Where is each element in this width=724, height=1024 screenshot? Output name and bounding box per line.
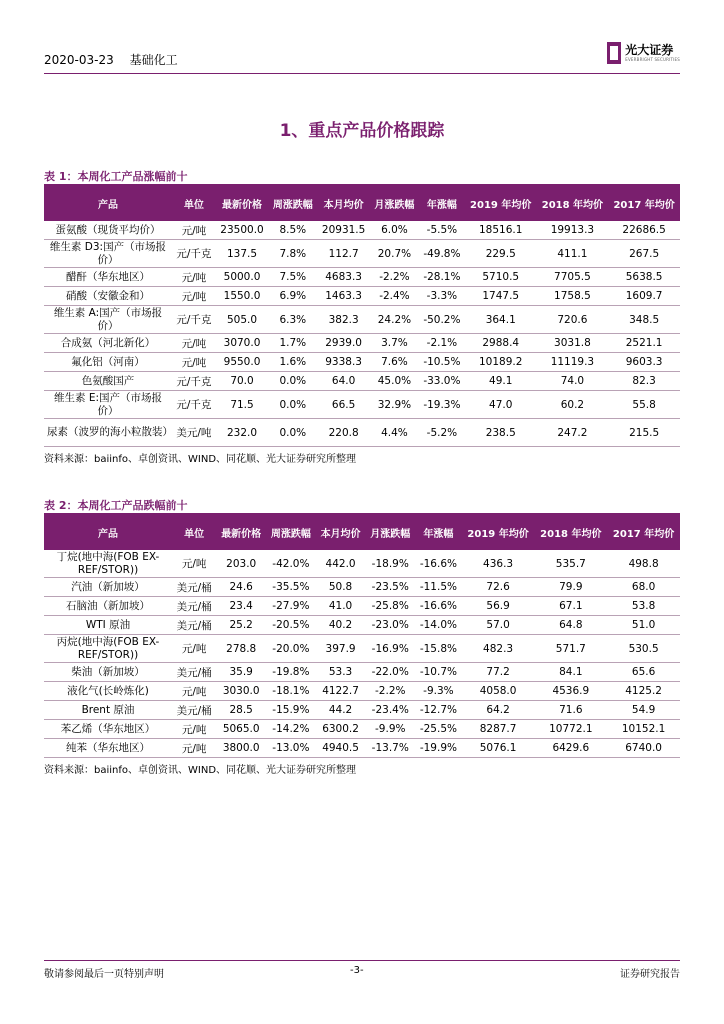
table-cell: 20931.5 <box>317 221 370 240</box>
footer-label: 证券研究报告 <box>620 969 680 980</box>
column-header: 月涨跌幅 <box>365 514 415 550</box>
product-name: 汽油（新加坡） <box>44 578 172 597</box>
product-name: Brent 原油 <box>44 701 172 720</box>
table-cell: 348.5 <box>608 306 680 334</box>
table-cell: -20.0% <box>266 635 316 663</box>
table-cell: -11.5% <box>415 578 462 597</box>
table-cell: -14.2% <box>266 720 316 739</box>
table-cell: -15.8% <box>415 635 462 663</box>
product-name: 硝酸（安徽金和） <box>44 287 172 306</box>
table-cell: -2.2% <box>365 682 415 701</box>
table-cell: -23.0% <box>365 616 415 635</box>
table-cell: -19.8% <box>266 663 316 682</box>
table-cell: 56.9 <box>462 597 535 616</box>
table-cell: 229.5 <box>465 240 537 268</box>
table-cell: 25.2 <box>216 616 266 635</box>
table-cell: 70.0 <box>216 372 269 391</box>
table-cell: -49.8% <box>419 240 465 268</box>
table-cell: 220.8 <box>317 419 370 447</box>
table-cell: -13.0% <box>266 739 316 758</box>
table-cell: 84.1 <box>534 663 607 682</box>
table-cell: 137.5 <box>216 240 269 268</box>
table-cell: 1.6% <box>268 353 317 372</box>
table-cell: 28.5 <box>216 701 266 720</box>
table-cell: -22.0% <box>365 663 415 682</box>
table-cell: 44.2 <box>316 701 366 720</box>
table-cell: 10772.1 <box>534 720 607 739</box>
table-cell: 7.8% <box>268 240 317 268</box>
table-cell: 6.9% <box>268 287 317 306</box>
table-cell: 53.3 <box>316 663 366 682</box>
column-header: 2019 年均价 <box>465 185 537 221</box>
table-cell: 74.0 <box>537 372 609 391</box>
table-row <box>44 353 680 372</box>
table-cell: -27.9% <box>266 597 316 616</box>
column-header: 产品 <box>44 185 172 221</box>
table-cell: 19913.3 <box>537 221 609 240</box>
table-cell: -18.1% <box>266 682 316 701</box>
table-cell: 4125.2 <box>607 682 680 701</box>
table-cell: 元/千克 <box>172 306 216 334</box>
table-cell: -3.3% <box>419 287 465 306</box>
table-cell: 530.5 <box>607 635 680 663</box>
product-name: 色氨酸国产 <box>44 372 172 391</box>
column-header: 本月均价 <box>316 514 366 550</box>
table-cell: 20.7% <box>370 240 419 268</box>
table-cell: 55.8 <box>608 391 680 419</box>
page-title: 1、重点产品价格跟踪 <box>279 121 445 141</box>
page-number: -3- <box>350 965 364 976</box>
product-name: 合成氨（河北新化） <box>44 334 172 353</box>
table-cell: 278.8 <box>216 635 266 663</box>
table-row <box>44 720 680 739</box>
product-name: 纯苯（华东地区） <box>44 739 172 758</box>
product-name: 柴油（新加坡） <box>44 663 172 682</box>
table-cell: 71.5 <box>216 391 269 419</box>
table-cell: 498.8 <box>607 550 680 578</box>
table-cell: 57.0 <box>462 616 535 635</box>
table-cell: 51.0 <box>607 616 680 635</box>
table-cell: 68.0 <box>607 578 680 597</box>
table-cell: 元/吨 <box>172 268 216 287</box>
table2-caption: 表 2：本周化工产品跌幅前十 <box>44 499 188 512</box>
table-cell: 1.7% <box>268 334 317 353</box>
table-cell: 267.5 <box>608 240 680 268</box>
table-cell: 3.7% <box>370 334 419 353</box>
table-cell: 71.6 <box>534 701 607 720</box>
product-name: WTI 原油 <box>44 616 172 635</box>
table-cell: 203.0 <box>216 550 266 578</box>
table-cell: -16.6% <box>415 597 462 616</box>
table-row <box>44 550 680 578</box>
table-cell: 2521.1 <box>608 334 680 353</box>
table-cell: 232.0 <box>216 419 269 447</box>
table-cell: 1747.5 <box>465 287 537 306</box>
table-cell: 364.1 <box>465 306 537 334</box>
brand-mark-icon <box>607 42 621 64</box>
table-cell: -25.5% <box>415 720 462 739</box>
table-cell: 5710.5 <box>465 268 537 287</box>
table-row <box>44 268 680 287</box>
table-cell: -18.9% <box>365 550 415 578</box>
table-cell: 美元/桶 <box>172 578 216 597</box>
table-header-row <box>44 514 680 550</box>
table1 <box>44 185 680 447</box>
table-cell: -2.4% <box>370 287 419 306</box>
table-cell: 9603.3 <box>608 353 680 372</box>
table-cell: 1758.5 <box>537 287 609 306</box>
table-cell: 1550.0 <box>216 287 269 306</box>
table-cell: 32.9% <box>370 391 419 419</box>
table2-source: 资料来源：baiinfo、卓创资讯、WIND、同花顺、光大证券研究所整理 <box>44 765 357 776</box>
product-name: 苯乙烯（华东地区） <box>44 720 172 739</box>
table-cell: 元/吨 <box>172 635 216 663</box>
brand-name: 光大证券 <box>625 43 674 57</box>
table-cell: 元/千克 <box>172 372 216 391</box>
table-cell: 72.6 <box>462 578 535 597</box>
table-cell: 7.6% <box>370 353 419 372</box>
table-cell: 元/吨 <box>172 739 216 758</box>
table-cell: 1609.7 <box>608 287 680 306</box>
table-cell: -16.9% <box>365 635 415 663</box>
table-cell: 24.6 <box>216 578 266 597</box>
column-header: 2018 年均价 <box>534 514 607 550</box>
table-cell: 18516.1 <box>465 221 537 240</box>
table-row <box>44 306 680 334</box>
table-cell: 436.3 <box>462 550 535 578</box>
table-cell: 3070.0 <box>216 334 269 353</box>
table-cell: 64.8 <box>534 616 607 635</box>
footer-disclaimer: 敬请参阅最后一页特别声明 <box>44 969 164 980</box>
table-row <box>44 221 680 240</box>
table-cell: 67.1 <box>534 597 607 616</box>
column-header: 周涨跌幅 <box>268 185 317 221</box>
table-cell: -28.1% <box>419 268 465 287</box>
table-cell: 11119.3 <box>537 353 609 372</box>
table-cell: 6740.0 <box>607 739 680 758</box>
table-cell: 8.5% <box>268 221 317 240</box>
table-cell: -2.2% <box>370 268 419 287</box>
table-cell: 美元/桶 <box>172 616 216 635</box>
table-cell: 60.2 <box>537 391 609 419</box>
table-cell: 7705.5 <box>537 268 609 287</box>
table-cell: 元/吨 <box>172 334 216 353</box>
column-header: 2017 年均价 <box>607 514 680 550</box>
product-name: 尿素（波罗的海小粒散装） <box>44 419 172 447</box>
table-cell: 1463.3 <box>317 287 370 306</box>
table-cell: -14.0% <box>415 616 462 635</box>
table-cell: 54.9 <box>607 701 680 720</box>
column-header: 最新价格 <box>216 514 266 550</box>
table-row <box>44 597 680 616</box>
product-name: 维生素 D3:国产（市场报价） <box>44 240 172 268</box>
table-cell: 53.8 <box>607 597 680 616</box>
table-cell: 0.0% <box>268 391 317 419</box>
table-cell: 45.0% <box>370 372 419 391</box>
table-cell: -10.5% <box>419 353 465 372</box>
table-cell: 9338.3 <box>317 353 370 372</box>
column-header: 年涨幅 <box>415 514 462 550</box>
table-cell: 元/千克 <box>172 391 216 419</box>
table-row <box>44 391 680 419</box>
table-cell: 5065.0 <box>216 720 266 739</box>
footer-divider <box>44 960 680 961</box>
table-cell: 3031.8 <box>537 334 609 353</box>
table-row <box>44 682 680 701</box>
table-cell: 442.0 <box>316 550 366 578</box>
table-row <box>44 240 680 268</box>
table-row <box>44 287 680 306</box>
table-cell: 元/吨 <box>172 550 216 578</box>
table-row <box>44 663 680 682</box>
report-header <box>44 51 190 68</box>
table-cell: -5.5% <box>419 221 465 240</box>
table-cell: -33.0% <box>419 372 465 391</box>
table-cell: 40.2 <box>316 616 366 635</box>
table-cell: 66.5 <box>317 391 370 419</box>
table-cell: 6429.6 <box>534 739 607 758</box>
table-cell: 571.7 <box>534 635 607 663</box>
table-cell: -50.2% <box>419 306 465 334</box>
table-cell: 720.6 <box>537 306 609 334</box>
column-header: 2018 年均价 <box>537 185 609 221</box>
table-cell: -10.7% <box>415 663 462 682</box>
brand-logo <box>607 42 680 64</box>
table-cell: 64.2 <box>462 701 535 720</box>
table-cell: 5000.0 <box>216 268 269 287</box>
table-cell: 美元/吨 <box>172 419 216 447</box>
table2 <box>44 514 680 758</box>
column-header: 2017 年均价 <box>608 185 680 221</box>
table-cell: 6.0% <box>370 221 419 240</box>
table-cell: -13.7% <box>365 739 415 758</box>
table-cell: 112.7 <box>317 240 370 268</box>
column-header: 产品 <box>44 514 172 550</box>
table-cell: 77.2 <box>462 663 535 682</box>
table-cell: 50.8 <box>316 578 366 597</box>
header-divider <box>44 73 680 74</box>
table-cell: 2988.4 <box>465 334 537 353</box>
table-row <box>44 578 680 597</box>
table-cell: 535.7 <box>534 550 607 578</box>
table-cell: 美元/桶 <box>172 701 216 720</box>
column-header: 2019 年均价 <box>462 514 535 550</box>
table-cell: 元/吨 <box>172 682 216 701</box>
table-row <box>44 701 680 720</box>
table-cell: 5638.5 <box>608 268 680 287</box>
table-row <box>44 616 680 635</box>
table-cell: -19.3% <box>419 391 465 419</box>
table-cell: 505.0 <box>216 306 269 334</box>
table-cell: 4058.0 <box>462 682 535 701</box>
table-cell: 美元/桶 <box>172 663 216 682</box>
table-cell: 35.9 <box>216 663 266 682</box>
table-cell: 49.1 <box>465 372 537 391</box>
table-cell: 79.9 <box>534 578 607 597</box>
table-cell: 41.0 <box>316 597 366 616</box>
table-cell: 82.3 <box>608 372 680 391</box>
table-cell: -23.4% <box>365 701 415 720</box>
table-cell: 24.2% <box>370 306 419 334</box>
column-header: 最新价格 <box>216 185 269 221</box>
column-header: 单位 <box>172 185 216 221</box>
table-cell: -16.6% <box>415 550 462 578</box>
product-name: 维生素 E:国产（市场报价） <box>44 391 172 419</box>
table-cell: 382.3 <box>317 306 370 334</box>
table-cell: 2939.0 <box>317 334 370 353</box>
table-row <box>44 372 680 391</box>
report-section: 基础化工 <box>129 53 178 67</box>
table-cell: 482.3 <box>462 635 535 663</box>
table1-source: 资料来源：baiinfo、卓创资讯、WIND、同花顺、光大证券研究所整理 <box>44 454 357 465</box>
table-cell: 6300.2 <box>316 720 366 739</box>
brand-name-en: EVERBRIGHT SECURITIES <box>625 57 680 62</box>
table-header-row <box>44 185 680 221</box>
table-cell: -19.9% <box>415 739 462 758</box>
table-cell: 9550.0 <box>216 353 269 372</box>
table-row <box>44 739 680 758</box>
table-cell: 397.9 <box>316 635 366 663</box>
table-cell: -20.5% <box>266 616 316 635</box>
column-header: 月涨跌幅 <box>370 185 419 221</box>
table-cell: 0.0% <box>268 419 317 447</box>
table-cell: 4.4% <box>370 419 419 447</box>
product-name: 丁烷(地中海(FOB EX-REF/STOR)) <box>44 550 172 578</box>
table-cell: 5076.1 <box>462 739 535 758</box>
table-cell: -42.0% <box>266 550 316 578</box>
table-cell: -23.5% <box>365 578 415 597</box>
product-name: 丙烷(地中海(FOB EX-REF/STOR)) <box>44 635 172 663</box>
table-cell: 美元/桶 <box>172 597 216 616</box>
product-name: 氟化铝（河南） <box>44 353 172 372</box>
table-cell: 247.2 <box>537 419 609 447</box>
table-cell: 23500.0 <box>216 221 269 240</box>
table-cell: 3800.0 <box>216 739 266 758</box>
table-cell: 411.1 <box>537 240 609 268</box>
column-header: 单位 <box>172 514 216 550</box>
report-date: 2020-03-23 <box>44 53 114 67</box>
table-cell: -9.3% <box>415 682 462 701</box>
table-cell: 22686.5 <box>608 221 680 240</box>
table-row <box>44 334 680 353</box>
table-cell: -9.9% <box>365 720 415 739</box>
table-cell: -12.7% <box>415 701 462 720</box>
table-cell: 3030.0 <box>216 682 266 701</box>
table-cell: 元/吨 <box>172 221 216 240</box>
table-cell: -2.1% <box>419 334 465 353</box>
table-cell: 4683.3 <box>317 268 370 287</box>
column-header: 本月均价 <box>317 185 370 221</box>
product-name: 蛋氨酸（现货平均价） <box>44 221 172 240</box>
table-cell: -25.8% <box>365 597 415 616</box>
table-cell: 4122.7 <box>316 682 366 701</box>
table-cell: 10189.2 <box>465 353 537 372</box>
table1-caption: 表 1：本周化工产品涨幅前十 <box>44 170 188 183</box>
column-header: 年涨幅 <box>419 185 465 221</box>
table-cell: -35.5% <box>266 578 316 597</box>
table-cell: -5.2% <box>419 419 465 447</box>
table-cell: 8287.7 <box>462 720 535 739</box>
table-cell: 65.6 <box>607 663 680 682</box>
table-cell: 4536.9 <box>534 682 607 701</box>
table-cell: 7.5% <box>268 268 317 287</box>
table-cell: 元/千克 <box>172 240 216 268</box>
table-cell: -15.9% <box>266 701 316 720</box>
product-name: 石脑油（新加坡） <box>44 597 172 616</box>
table-cell: 元/吨 <box>172 287 216 306</box>
table-cell: 元/吨 <box>172 353 216 372</box>
table-cell: 23.4 <box>216 597 266 616</box>
table-row <box>44 419 680 447</box>
table-cell: 238.5 <box>465 419 537 447</box>
table-row <box>44 635 680 663</box>
product-name: 醋酐（华东地区） <box>44 268 172 287</box>
column-header: 周涨跌幅 <box>266 514 316 550</box>
table-cell: 47.0 <box>465 391 537 419</box>
table-cell: 0.0% <box>268 372 317 391</box>
table-cell: 215.5 <box>608 419 680 447</box>
table-cell: 4940.5 <box>316 739 366 758</box>
table-cell: 6.3% <box>268 306 317 334</box>
product-name: 维生素 A:国产（市场报价） <box>44 306 172 334</box>
product-name: 液化气(长岭炼化) <box>44 682 172 701</box>
table-cell: 64.0 <box>317 372 370 391</box>
table-cell: 元/吨 <box>172 720 216 739</box>
table-cell: 10152.1 <box>607 720 680 739</box>
